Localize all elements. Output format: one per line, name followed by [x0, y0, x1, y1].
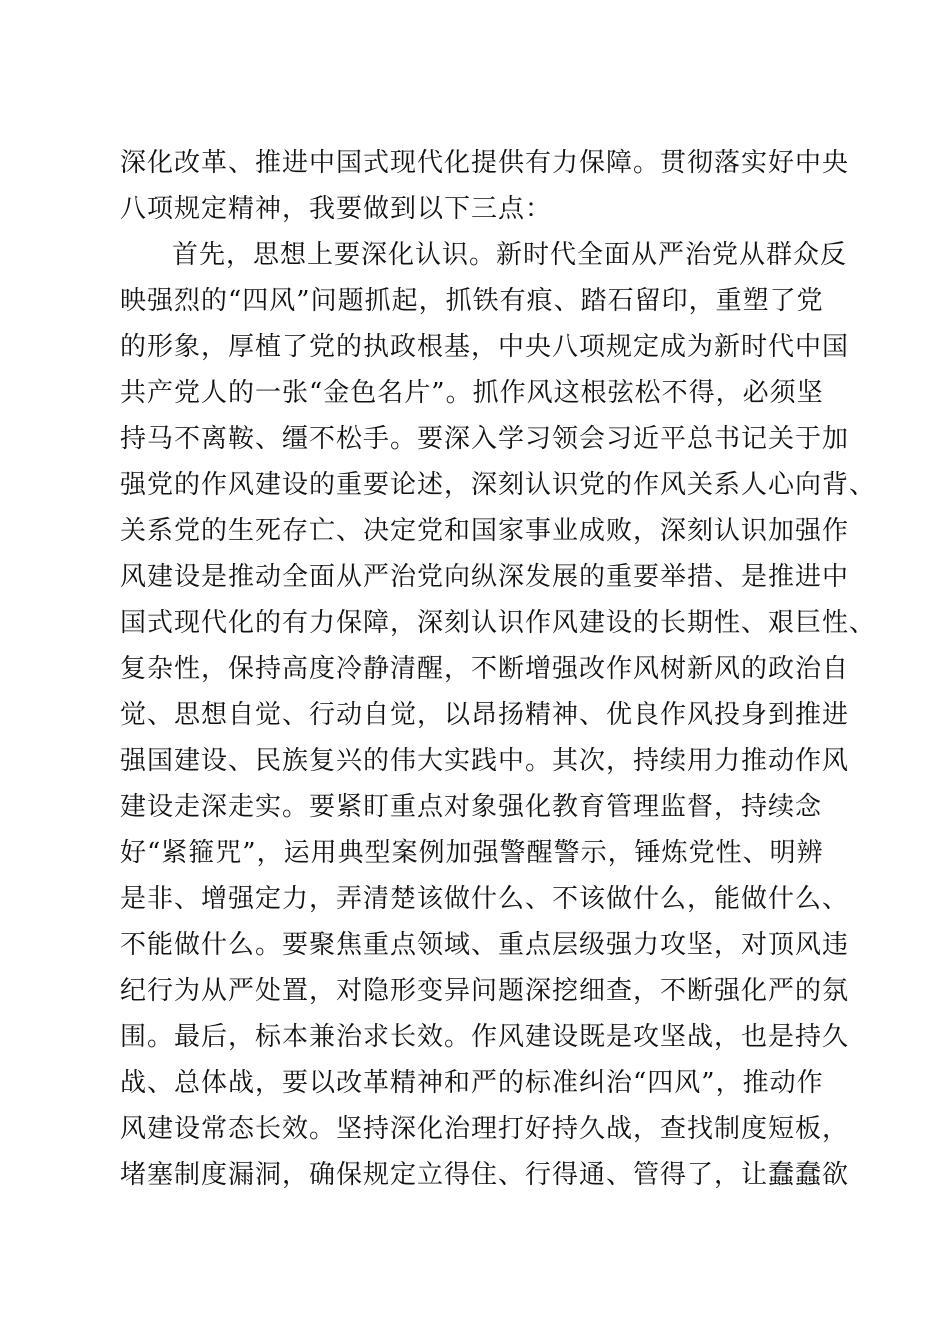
text-line: 好“紧箍咒”，运用典型案例加强警醒警示，锤炼党性、明辨: [120, 838, 824, 868]
text-line: 建设走深走实。要紧盯重点对象强化教育管理监督，持续念: [120, 792, 823, 822]
text-line: 共产党人的一张“金色名片”。抓作风这根弦松不得，必须坚: [120, 378, 824, 408]
text-line: 堵塞制度漏洞，确保规定立得住、行得通、管得了，让蠢蠢欲: [120, 1160, 850, 1190]
paragraph-first-line: 首先，思想上要深化认识。新时代全面从严治党从群众反: [172, 240, 848, 270]
text-line: 战、总体战，要以改革精神和严的标准纠治“四风”，推动作: [120, 1068, 824, 1098]
text-line: 关系党的生死存亡、决定党和国家事业成败，深刻认识加强作: [120, 516, 850, 546]
text-line: 强党的作风建设的重要论述，深刻认识党的作风关系人心向背、: [120, 470, 877, 500]
text-line: 不能做什么。要聚焦重点领域、重点层级强力攻坚，对顶风违: [120, 930, 850, 960]
text-line: 复杂性，保持高度冷静清醒，不断增强改作风树新风的政治自: [120, 654, 850, 684]
text-line: 深化改革、推进中国式现代化提供有力保障。贯彻落实好中央: [120, 148, 850, 178]
text-line: 强国建设、民族复兴的伟大实践中。其次，持续用力推动作风: [120, 746, 850, 776]
text-line: 围。最后，标本兼治求长效。作风建设既是攻坚战，也是持久: [120, 1022, 850, 1052]
text-line: 的形象，厚植了党的执政根基，中央八项规定成为新时代中国: [120, 332, 850, 362]
text-line: 映强烈的“四风”问题抓起，抓铁有痕、踏石留印，重塑了党: [120, 286, 824, 316]
text-line: 八项规定精神，我要做到以下三点：: [120, 194, 553, 224]
text-line: 持马不离鞍、缰不松手。要深入学习领会习近平总书记关于加: [120, 424, 850, 454]
text-line: 是非、增强定力，弄清楚该做什么、不该做什么，能做什么、: [120, 884, 850, 914]
text-line: 觉、思想自觉、行动自觉，以昂扬精神、优良作风投身到推进: [120, 700, 850, 730]
text-line: 风建设常态长效。坚持深化治理打好持久战，查找制度短板，: [120, 1114, 850, 1144]
text-line: 国式现代化的有力保障，深刻认识作风建设的长期性、艰巨性、: [120, 608, 877, 638]
text-line: 风建设是推动全面从严治党向纵深发展的重要举措、是推进中: [120, 562, 850, 592]
text-line: 纪行为从严处置，对隐形变异问题深挖细查，不断强化严的氛: [120, 976, 850, 1006]
